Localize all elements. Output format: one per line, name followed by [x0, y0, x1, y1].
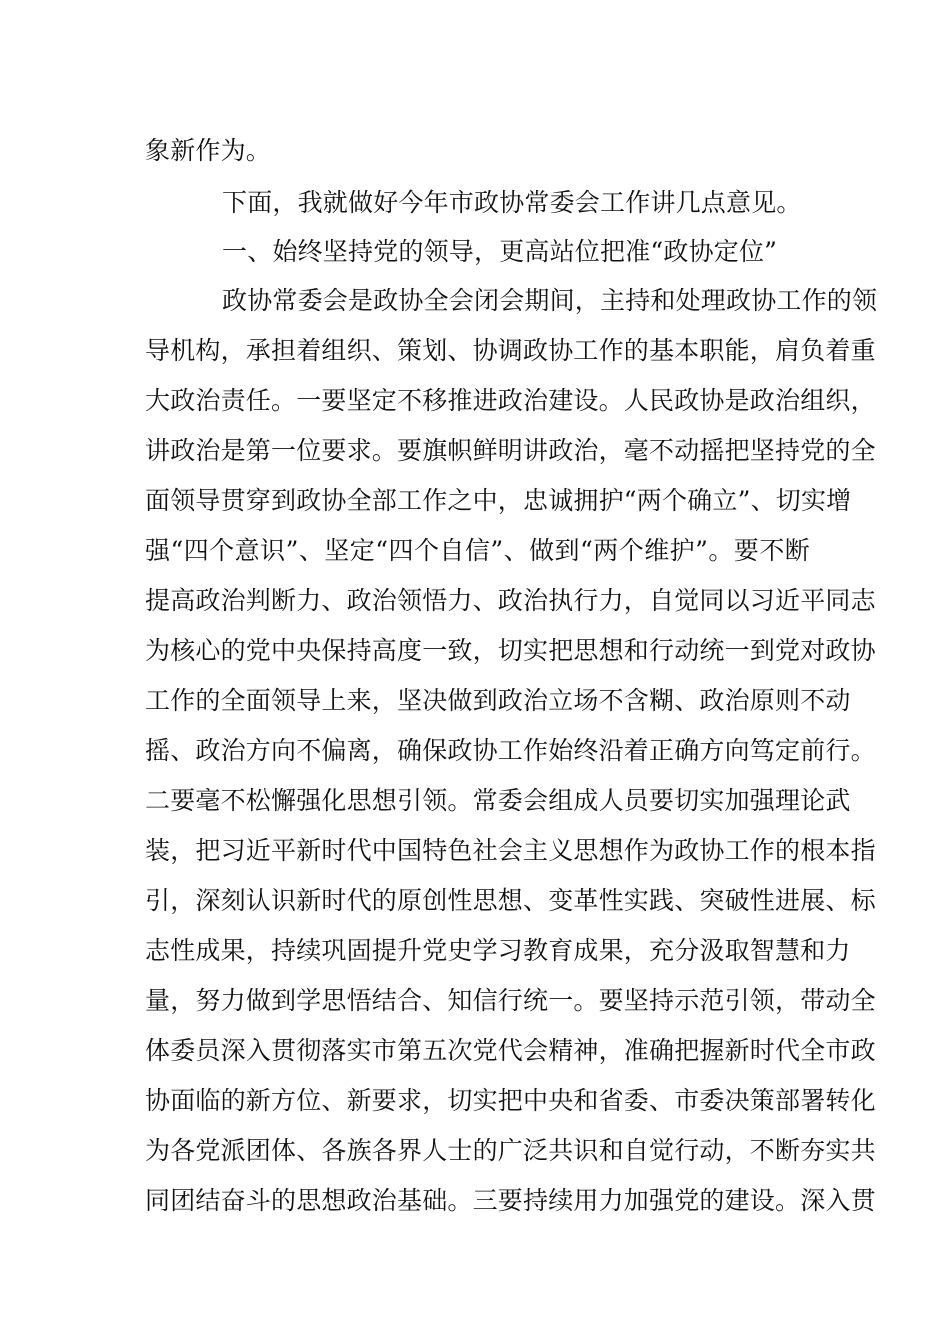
text-line: 大政治责任。一要坚定不移推进政治建设。人民政协是政治组织，: [145, 386, 876, 415]
text-line: 工作的全面领导上来，坚决做到政治立场不含糊、政治原则不动: [145, 686, 851, 715]
text-line: 摇、政治方向不偏离，确保政协工作始终沿着正确方向笃定前行。: [145, 736, 876, 765]
text-line: 象新作为。: [145, 136, 272, 165]
text-line: 二要毫不松懈强化思想引领。常委会组成人员要切实加强理论武: [145, 786, 851, 815]
text-line: 志性成果，持续巩固提升党史学习教育成果，充分汲取智慧和力: [145, 936, 851, 965]
text-line: 体委员深入贯彻落实市第五次党代会精神，准确把握新时代全市政: [145, 1036, 876, 1065]
text-line: 同团结奋斗的思想政治基础。三要持续用力加强党的建设。深入贯: [145, 1186, 876, 1215]
text-line: 装，把习近平新时代中国特色社会主义思想作为政协工作的根本指: [145, 836, 876, 865]
text-line: 讲政治是第一位要求。要旗帜鲜明讲政治，毫不动摇把坚持党的全: [145, 436, 876, 465]
text-line: 为核心的党中央保持高度一致，切实把思想和行动统一到党对政协: [145, 636, 876, 665]
section-heading: 一、始终坚持党的领导，更高站位把准“政协定位”: [222, 237, 778, 266]
text-line: 政协常委会是政协全会闭会期间，主持和处理政协工作的领: [222, 286, 878, 315]
text-line: 面领导贯穿到政协全部工作之中，忠诚拥护“两个确立”、切实增: [145, 486, 852, 515]
text-line: 提高政治判断力、政治领悟力、政治执行力，自觉同以习近平同志: [145, 586, 876, 615]
text-line: 协面临的新方位、新要求，切实把中央和省委、市委决策部署转化: [145, 1086, 876, 1115]
text-line: 强“四个意识”、坚定“四个自信”、做到“两个维护”。要不断: [145, 536, 810, 565]
text-line: 为各党派团体、各族各界人士的广泛共识和自觉行动，不断夯实共: [145, 1136, 876, 1165]
text-line: 量，努力做到学思悟结合、知信行统一。要坚持示范引领，带动全: [145, 986, 876, 1015]
text-line: 导机构，承担着组织、策划、协调政协工作的基本职能，肩负着重: [145, 336, 876, 365]
text-line: 引，深刻认识新时代的原创性思想、变革性实践、突破性进展、标: [145, 886, 876, 915]
text-line: 下面，我就做好今年市政协常委会工作讲几点意见。: [222, 188, 802, 217]
